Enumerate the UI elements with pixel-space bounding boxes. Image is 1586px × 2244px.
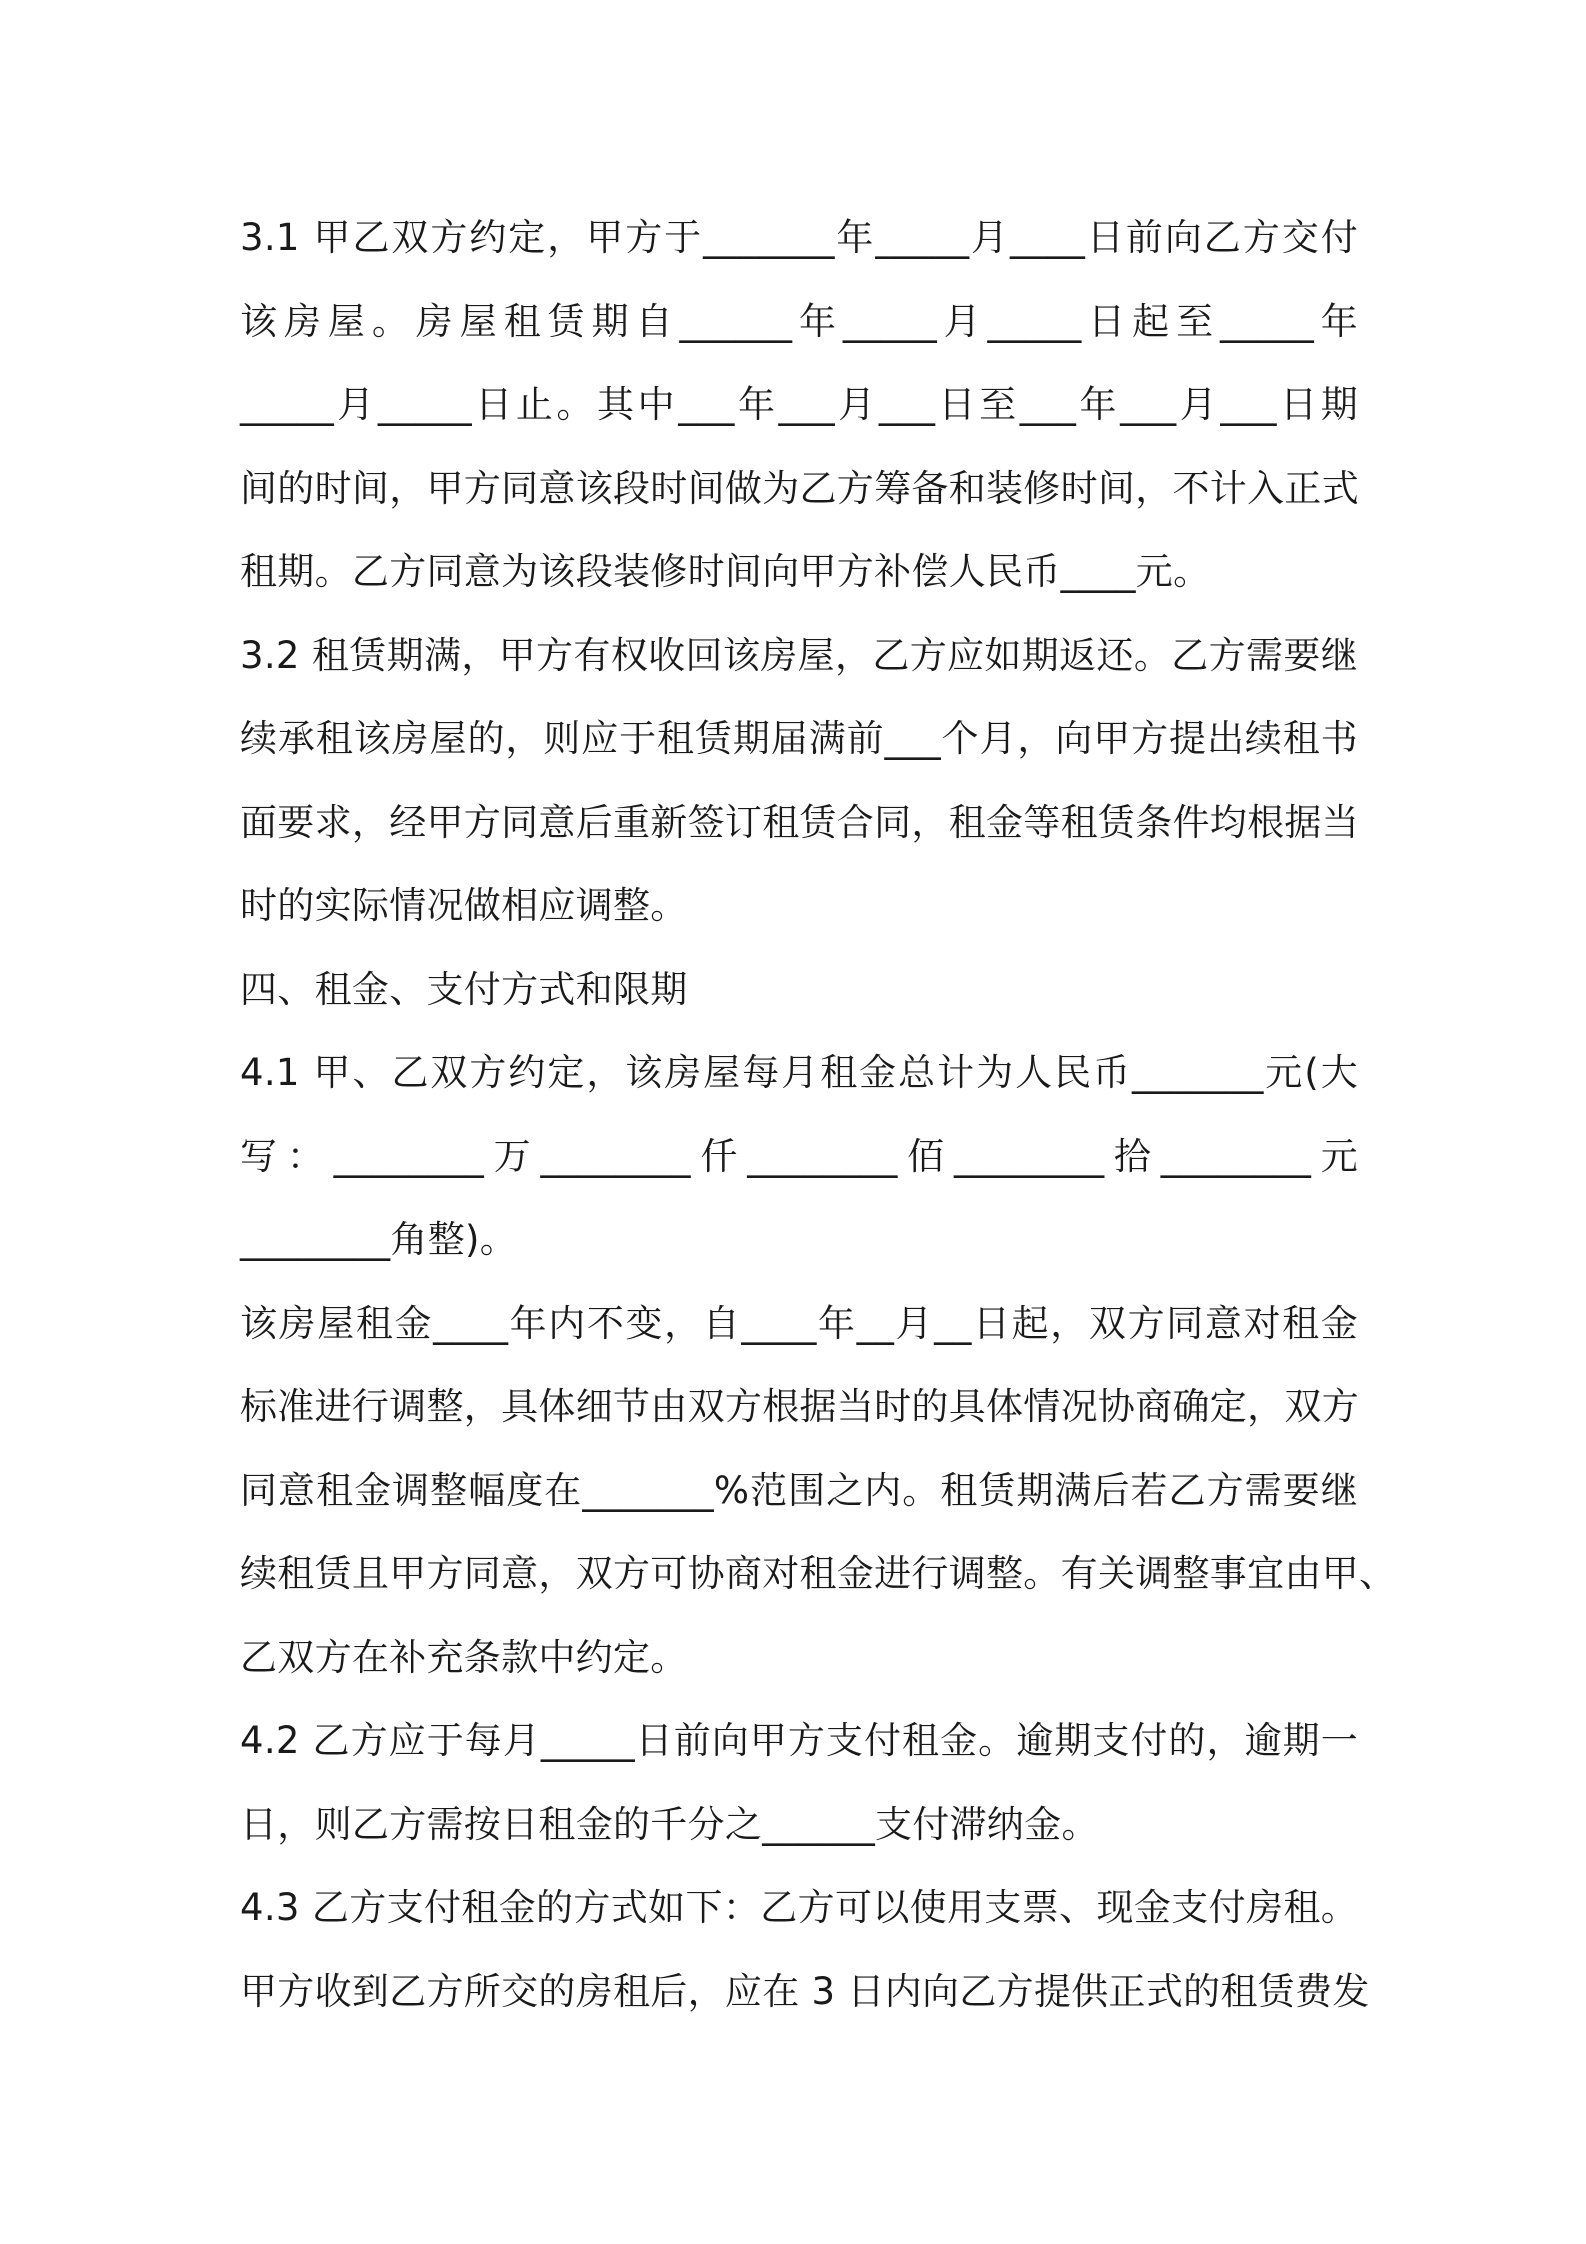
text-line: 日，则乙方需按日租金的千分之______支付滞纳金。 [240, 1802, 1099, 1846]
text-line: 乙双方在补充条款中约定。 [240, 1635, 688, 1679]
text-line: 写：________万________仟________佰________拾________元 [240, 1134, 1358, 1178]
text-line: _____月_____日止。其中___年___月___日至___年___月___日期 [240, 383, 1358, 426]
text-line: 4.1 甲、乙双方约定，该房屋每月租金总计为人民币_______元(大 [240, 1051, 1358, 1094]
text-line: 4.3 乙方支付租金的方式如下：乙方可以使用支票、现金支付房租。 [240, 1886, 1358, 1929]
text-line: 4.2 乙方应于每月_____日前向甲方支付租金。逾期支付的，逾期一 [240, 1719, 1358, 1762]
text-line: 该房屋。房屋租赁期自______年_____月_____日起至_____年 [240, 299, 1358, 343]
text-line: 时的实际情况做相应调整。 [240, 884, 688, 927]
text-line: 该房屋租金____年内不变，自____年__月__日起，双方同意对租金 [240, 1301, 1358, 1345]
text-line: 3.2 租赁期满，甲方有权收回该房屋，乙方应如期返还。乙方需要继 [240, 633, 1358, 677]
document-body [240, 196, 1397, 2033]
text-line: 间的时间，甲方同意该段时间做为乙方筹备和装修时间，不计入正式 [240, 466, 1359, 510]
text-line: 面要求，经甲方同意后重新签订租赁合同，租金等租赁条件均根据当 [240, 800, 1359, 844]
text-line: 标准进行调整，具体细节由双方根据当时的具体情况协商确定，双方 [240, 1385, 1359, 1428]
text-line: 续租赁且甲方同意，双方可协商对租金进行调整。有关调整事宜由甲、 [240, 1552, 1397, 1595]
section-heading: 四、租金、支付方式和限期 [240, 967, 688, 1011]
text-line: 甲方收到乙方所交的房租后，应在 3 日内向乙方提供正式的租赁费发 [240, 1969, 1370, 2013]
text-line: 同意租金调整幅度在_______%范围之内。租赁期满后若乙方需要继 [240, 1468, 1358, 1512]
text-line: 租期。乙方同意为该段装修时间向甲方补偿人民币____元。 [240, 550, 1211, 593]
text-line: 3.1 甲乙双方约定，甲方于_______年_____月____日前向乙方交付 [240, 216, 1358, 259]
text-line: 续承租该房屋的，则应于租赁期届满前___个月，向甲方提出续租书 [240, 717, 1358, 760]
text-line: ________角整)。 [240, 1218, 518, 1261]
